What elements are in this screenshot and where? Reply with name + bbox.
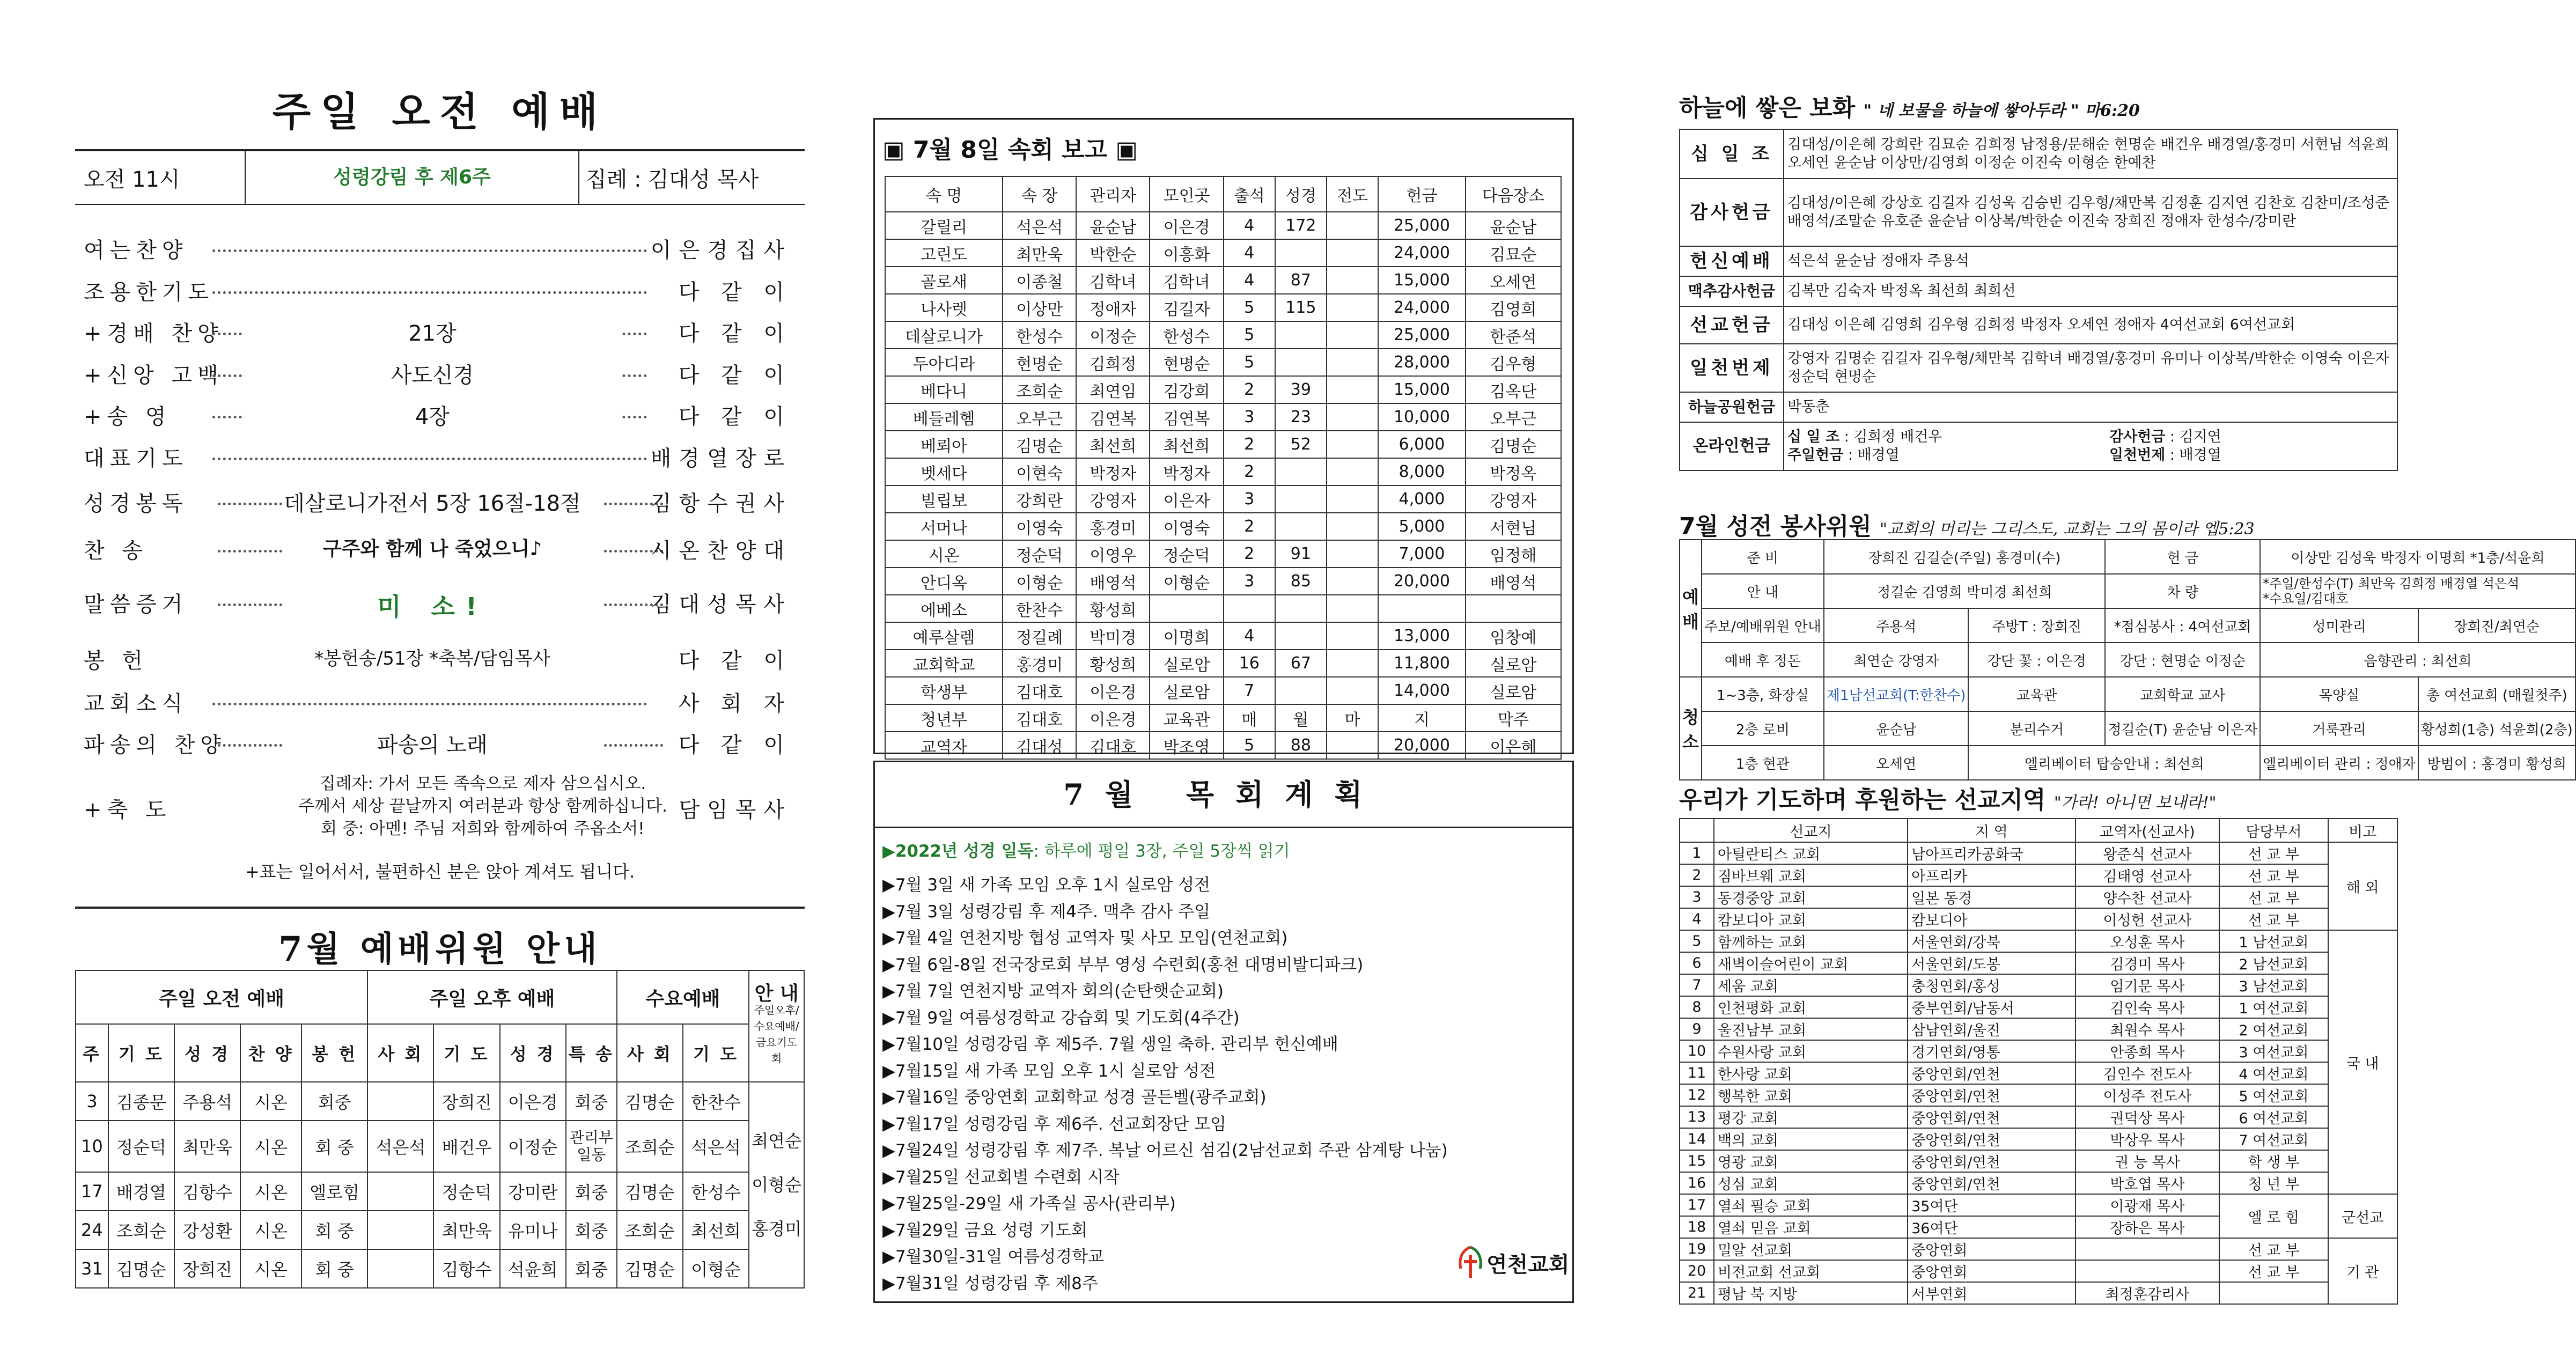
plan-item: ▶7월 9일 여름성경학교 강습회 및 기도회(4주간) xyxy=(882,1008,1240,1028)
order-item: 대표기도 배경열장로 xyxy=(84,446,792,471)
plan-item: ▶7월31일 성령강림 후 제8주 xyxy=(882,1273,1098,1293)
table-row: 1 아틸란티스 교회 남아프리카공화국 왕준식 선교사 선 교 부 해 외 xyxy=(1680,842,2397,864)
table-row: 7 세움 교회 충청연회/홍성 엄기문 목사 3 남선교회 xyxy=(1680,974,2397,996)
table-row: 청년부 김대호 이은경 교육관 매 월 마 지 막주 xyxy=(885,704,1561,732)
table-row: 31 김명순 장희진 시온 회 중 김항수 석윤희 회중 김명순 이형순 xyxy=(76,1249,804,1288)
table-row: 시온 정순덕 이영우 정순덕 2 91 7,000 임정해 xyxy=(885,540,1561,568)
order-item: 파송의 찬양 파송의 노래 다 같 이 xyxy=(84,733,792,757)
table-row: 3 동경중앙 교회 일본 동경 양수찬 선교사 선 교 부 xyxy=(1680,886,2397,908)
table-row: 17 열쇠 필승 교회 35여단 이광재 목사 엘 로 힘 군선교 xyxy=(1680,1194,2397,1216)
order-item: 여는찬양 이은경집사 xyxy=(84,238,792,263)
table-row: 나사렛 이상만 정애자 김길자 5 115 24,000 김영희 xyxy=(885,294,1561,321)
table-row: 교역자 김대성 김대호 박조영 5 88 20,000 이은혜 xyxy=(885,732,1561,759)
table-row: 11 한사랑 교회 중앙연회/연천 김인수 전도사 4 여선교회 xyxy=(1680,1062,2397,1084)
service-time: 오전 11시 xyxy=(84,167,180,192)
table-row: 예루살렘 정길례 박미경 이명희 4 13,000 임창예 xyxy=(885,622,1561,650)
worship-staff-title: 7월 예배위원 안내 xyxy=(75,907,805,971)
table-row: 5 함께하는 교회 서울연회/강북 오성훈 목사 1 남선교회 국 내 xyxy=(1680,930,2397,952)
order-item: +축 도 담임목사 xyxy=(84,798,792,822)
plan-item: ▶7월25일 선교회별 수련회 시작 xyxy=(882,1167,1120,1187)
service-leader: 집례 : 김대성 목사 xyxy=(586,167,759,192)
table-row: 16 성심 교회 중앙연회/연천 박호엽 목사 청 년 부 xyxy=(1680,1172,2397,1194)
cell-report-box xyxy=(873,118,1574,757)
table-row: 고린도 최만욱 박한순 이흥화 4 24,000 김묘순 xyxy=(885,239,1561,267)
table-row: 교회학교 홍경미 황성희 실로암 16 67 11,800 실로암 xyxy=(885,650,1561,677)
plan-item: ▶7월30일-31일 여름성경학교 xyxy=(882,1247,1105,1266)
table-row: 13 평강 교회 중앙연회/연천 권덕상 목사 6 여선교회 xyxy=(1680,1106,2397,1128)
mission-table: 선교지 지 역 교역자(선교사) 담당부서 비고 1 아틸란티스 교회 남아프리카공화국 왕준식 선교사 선 교 부 해 외 2 짐바브웨 교회 아프리카 김태영 선교사 선 교 부 3 동경중앙 교회 일본 동경 양수찬 선교사 선 교 부 4 캄보디아 교회 캄보디아 이성헌 선교사 선 교 부 5 함께하는 교회 서울연회/강북 오성훈 목사 1 남선교회 국 내 6 새벽이슬어린이 교회 서울연회/도봉 김경미 목사 2 남선교회 7 세움 교회 충청연회/홍성 엄기문 목사 3 남선교회 8 인천평화 교회 중부연회/남동서 김인숙 목사 1 여선교회 9 울진남부 교회 삼남연회/울진 최원수 목사 2 여선교회 10 수원사랑 교회 경기연회/영통 안종희 목사 3 여선교회 11 한사랑 교회 중앙연회/연천 김인수 전도사 4 여선교회 12 행복한 교회 중앙연회/연천 이성주 전도사 5 여선교회 13 평강 교회 중앙연회/연천 권덕상 목사 6 여선교회 14 백의 교회 중앙연회/연천 박상우 목사 7 여선교회 15 영광 교회 중앙연회/연천 권 능 목사 학 생 부 16 성심 교회 중앙연회/연천 박호엽 목사 청 년 부 17 열쇠 필승 교회 35여단 이광재 목사 엘 로 힘 군선교 18 열쇠 믿음 교회 36여단 장하은 목사 19 밀알 선교회 중앙연회 선 교 부 기 관 20 비전교회 선교회 중앙연회 선 교 부 21 평남 북 지방 서부연회 최정훈감리사 xyxy=(1679,818,2398,1305)
standing-note: +표는 일어서서, 불편하신 분은 앉아 계셔도 됩니다. xyxy=(245,861,635,882)
table-row: 서머나 이영숙 홍경미 이영숙 2 5,000 서현님 xyxy=(885,513,1561,540)
order-item: +신앙 고백 사도신경 다 같 이 xyxy=(84,358,792,391)
table-row: 14 백의 교회 중앙연회/연천 박상우 목사 7 여선교회 xyxy=(1680,1128,2397,1150)
page-title: 주일 오전 예배 xyxy=(272,89,608,135)
monthly-plan-box xyxy=(873,761,1574,1303)
service-theme: 성령강림 후 제6주 xyxy=(245,151,579,204)
offering-table: 십 일 조 김대성/이은혜 강희란 김묘순 김희정 남정용/문해순 현명순 배건우 배경열/홍경미 서현님 석윤희 오세연 윤순남 이상만/김영희 이정순 이진숙 이형순 한예찬 감사헌금 김대성/이은혜 강상호 김길자 김성욱 김승빈 김우형/채만복 김정훈 김지연 김찬호 김찬미/조성준 배영석/조말순 유호준 윤순남 이상복/박한순 이진숙 장희진 정애자 한성수/강미란 헌신예배 석은석 윤순남 정애자 주용석 맥추감사헌금 김복만 김숙자 박정옥 최선희 최희선 선교헌금 김대성 이은혜 김영희 김우형 김희정 박정자 오세연 정애자 4여선교회 6여선교회 일천번제 강영자 김명순 김길자 김우형/채만복 김학녀 배경열/홍경미 유미나 이상복/박한순 이영숙 이은자 정순덕 현명순 하늘공원헌금 박동춘 온라인헌금 십 일 조 : 김희정 배건우 감사헌금 : 김지연 주일헌금 : 배경열 일천번제 : 배경열 xyxy=(1679,129,2398,471)
table-row: 9 울진남부 교회 삼남연회/울진 최원수 목사 2 여선교회 xyxy=(1680,1018,2397,1040)
plan-item: ▶7월 7일 연천지방 교역자 회의(순탄햇순교회) xyxy=(882,982,1224,1001)
plan-item: ▶7월16일 중앙연회 교회학교 성경 골든벨(광주교회) xyxy=(882,1088,1267,1107)
table-row: 18 열쇠 믿음 교회 36여단 장하은 목사 xyxy=(1680,1216,2397,1238)
table-row: 3 김종문 주용석 시온 회중 장희진 이은경 회중 김명순 한찬수 최연순 이형순 홍경미 xyxy=(76,1082,804,1121)
plan-item: ▶7월15일 새 가족 모임 오후 1시 실로암 성전 xyxy=(882,1061,1216,1081)
plan-item: ▶7월 4일 연천지방 협성 교역자 및 사모 모임(연천교회) xyxy=(882,929,1288,948)
table-row: 12 행복한 교회 중앙연회/연천 이성주 전도사 5 여선교회 xyxy=(1680,1084,2397,1106)
order-item: 말씀증거 미 소! 김대성목사 xyxy=(84,592,792,621)
table-row: 데살로니가 한성수 이정순 한성수 5 25,000 한준석 xyxy=(885,321,1561,349)
order-item: 교회소식 사 회 자 xyxy=(84,691,792,716)
plan-item: ▶7월25일-29일 새 가족실 공사(관리부) xyxy=(882,1194,1176,1213)
church-name: 연천교회 xyxy=(1486,1252,1570,1277)
order-item: 성경봉독 데살로니가전서 5장 16절-18절 김항수권사 xyxy=(84,491,792,516)
order-item: 봉 헌 *봉헌송/51장 *축복/담임목사 다 같 이 xyxy=(84,648,792,673)
table-row: 빌립보 강희란 강영자 이은자 3 4,000 강영자 xyxy=(885,485,1561,513)
plan-item: ▶7월 3일 새 가족 모임 오후 1시 실로암 성전 xyxy=(882,875,1211,895)
bible-reading-plan: ▶2022년 성경 일독: 하루에 평일 3장, 주일 5장씩 읽기 xyxy=(882,842,1290,861)
service-header xyxy=(75,149,805,205)
table-row: 4 캄보디아 교회 캄보디아 이성헌 선교사 선 교 부 xyxy=(1680,908,2397,930)
plan-item: ▶7월 6일-8일 전국장로회 부부 영성 수련회(홍천 대명비발디파크) xyxy=(882,955,1364,975)
plan-item: ▶7월 3일 성령강림 후 제4주. 맥추 감사 주일 xyxy=(882,902,1211,922)
order-item: +송 영 4장 다 같 이 xyxy=(84,400,792,432)
service-staff-title: 7월 성전 봉사위원 "교회의 머리는 그리스도, 교회는 그의 몸이라 엡5:23 xyxy=(1679,513,2255,540)
service-staff-table: 예배 준 비 장희진 김길순(주일) 홍경미(수) 헌 금 이상만 김성욱 박정자 이명희 *1층/석윤희 안 내 정길순 김영희 박미경 최선희 차 량 *주일/한성수(T) 최만욱 김희정 배경열 석은석 *수요일/김대호 주보/예배위원 안내 주용석 주방T : 장희진 *점심봉사 : 4여선교회 성미관리 장희진/최연순 예배 후 정돈 최연순 강영자 강단 꽃 : 이은경 강단 : 현명순 이정순 음향관리 : 최선희 청소 1~3층, 화장실 제1남선교회(T:한찬수) 교육관 교회학교 교사 목양실 총 여선교회 (매월첫주) 2층 로비 윤순남 분리수거 정길순(T) 윤순남 이은자 거룩관리 황성희(1층) 석윤희(2층) 1층 현관 오세연 엘리베이터 탑승안내 : 최선희 엘리베이터 관리 : 정애자 방범이 : 홍경미 황성희 xyxy=(1679,539,2576,780)
table-row: 10 정순덕 최만욱 시온 회 중 석은석 배건우 이정순 관리부 일동 조희순 석은석 xyxy=(76,1121,804,1172)
table-row: 에베소 한찬수 황성희 xyxy=(885,595,1561,622)
worship-staff-table: 주일 오전 예배 주일 오후 예배 수요예배 안 내 주일오후/수요예배/금요기도회 주 기 도 성 경 찬 양 봉 헌 사 회 기 도 성 경 특 송 사 회 기 도 3 김종문 주용석 시온 회중 장희진 이은경 회중 김명순 한찬수 최연순 이형순 홍경미 10 정순덕 최만욱 시온 회 중 석은석 배건우 이정순 관리부 일동 조희순 석은석 17 배경열 김항수 시온 엘로힘 정순덕 강미란 회중 김명순 한성수 24 조희순 강성환 시온 회 중 최만욱 유미나 회중 조희순 최선희 31 김명순 장희진 시온 회 중 김항수 석윤희 회중 김명순 이형순 xyxy=(75,970,805,1288)
table-row: 8 인천평화 교회 중부연회/남동서 김인숙 목사 1 여선교회 xyxy=(1680,996,2397,1018)
table-row: 20 비전교회 선교회 중앙연회 선 교 부 xyxy=(1680,1260,2397,1282)
table-row: 24 조희순 강성환 시온 회 중 최만욱 유미나 회중 조희순 최선희 xyxy=(76,1211,804,1249)
cross-logo-icon xyxy=(1454,1245,1486,1280)
table-row: 베들레헴 오부근 김연복 김연복 3 23 10,000 오부근 xyxy=(885,403,1561,431)
table-row: 베뢰아 김명순 최선희 최선희 2 52 6,000 김명순 xyxy=(885,431,1561,458)
order-item: +경배 찬양 21장 다 같 이 xyxy=(84,316,792,349)
plan-item: ▶7월24일 성령강림 후 제7주. 복날 어르신 섬김(2남선교회 주관 삼계탕 나눔) xyxy=(882,1141,1448,1160)
cell-report-table: 속 명 속 장 관리자 모인곳 출석 성경 전도 헌금 다음장소 갈릴리 석은석 윤순남 이은경 4 172 25,000 윤순남 고린도 최만욱 박한순 이흥화 4 24,000 김묘순 골로새 이종철 김학녀 김학녀 4 87 15,000 오세연 나사렛 이상만 정애자 김길자 5 115 24,000 김영희 데살로니가 한성수 이정순 한성수 5 25,000 한준석 두아디라 현명순 김희정 현명순 5 28,000 김우형 베다니 조희순 최연임 김강희 2 39 15,000 김옥단 베들레헴 오부근 김연복 김연복 3 23 10,000 오부근 베뢰아 김명순 최선희 최선희 2 52 6,000 김명순 벳세다 이현숙 박정자 박정자 2 8,000 박정옥 빌립보 강희란 강영자 이은자 3 4,000 강영자 서머나 이영숙 홍경미 이영숙 2 5,000 서현님 시온 정순덕 이영우 정순덕 2 91 7,000 임정해 안디옥 이형순 배영석 이형순 3 85 20,000 배영석 에베소 한찬수 황성희 예루살렘 정길례 박미경 이명희 4 13,000 임창예 교회학교 홍경미 황성희 실로암 16 67 11,800 실로암 학생부 김대호 이은경 실로암 7 14,000 실로암 청년부 김대호 이은경 교육관 매 월 마 지 막주 교역자 김대성 김대호 박조영 5 88 20,000 이은혜 xyxy=(885,176,1562,760)
table-row: 갈릴리 석은석 윤순남 이은경 4 172 25,000 윤순남 xyxy=(885,212,1561,239)
benediction-text: 집례자: 가서 모든 족속으로 제자 삼으십시오. 주께서 세상 끝날까지 여러분과 항상 함께하십니다. 회 중: 아멘! 주님 저희와 함께하여 주옵소서! xyxy=(298,774,667,838)
table-row: 19 밀알 선교회 중앙연회 선 교 부 기 관 xyxy=(1680,1238,2397,1260)
table-row: 두아디라 현명순 김희정 현명순 5 28,000 김우형 xyxy=(885,349,1561,376)
table-row: 벳세다 이현숙 박정자 박정자 2 8,000 박정옥 xyxy=(885,458,1561,485)
offering-title: 하늘에 쌓은 보화 " 네 보물을 하늘에 쌓아두라 " 마6:20 xyxy=(1679,94,2140,122)
table-row: 21 평남 북 지방 서부연회 최정훈감리사 xyxy=(1680,1282,2397,1304)
table-row: 안디옥 이형순 배영석 이형순 3 85 20,000 배영석 xyxy=(885,568,1561,595)
table-row: 15 영광 교회 중앙연회/연천 권 능 목사 학 생 부 xyxy=(1680,1150,2397,1172)
table-row: 10 수원사랑 교회 경기연회/영통 안종희 목사 3 여선교회 xyxy=(1680,1040,2397,1062)
order-item: 조용한기도 다 같 이 xyxy=(84,280,792,305)
church-logo xyxy=(1454,1245,1570,1280)
plan-item: ▶7월29일 금요 성령 기도회 xyxy=(882,1220,1088,1240)
order-item: 찬 송 구주와 함께 나 죽었으니♪ 시온찬양대 xyxy=(84,538,792,563)
table-row: 17 배경열 김항수 시온 엘로힘 정순덕 강미란 회중 김명순 한성수 xyxy=(76,1172,804,1211)
plan-item: ▶7월17일 성령강림 후 제6주. 선교회장단 모임 xyxy=(882,1114,1226,1134)
table-row: 학생부 김대호 이은경 실로암 7 14,000 실로암 xyxy=(885,677,1561,704)
cell-report-title: ▣ 7월 8일 속회 보고 ▣ xyxy=(882,136,1138,164)
mission-title: 우리가 기도하며 후원하는 선교지역 "가라! 아니면 보내라!" xyxy=(1679,786,2217,814)
monthly-plan-title: 7월 목회계획 xyxy=(875,762,1572,828)
table-row: 6 새벽이슬어린이 교회 서울연회/도봉 김경미 목사 2 남선교회 xyxy=(1680,952,2397,974)
table-row: 베다니 조희순 최연임 김강희 2 39 15,000 김옥단 xyxy=(885,376,1561,403)
table-row: 골로새 이종철 김학녀 김학녀 4 87 15,000 오세연 xyxy=(885,267,1561,294)
plan-item: ▶7월10일 성령강림 후 제5주. 7월 생일 축하. 관리부 헌신예배 xyxy=(882,1035,1338,1054)
table-row: 2 짐바브웨 교회 아프리카 김태영 선교사 선 교 부 xyxy=(1680,864,2397,886)
